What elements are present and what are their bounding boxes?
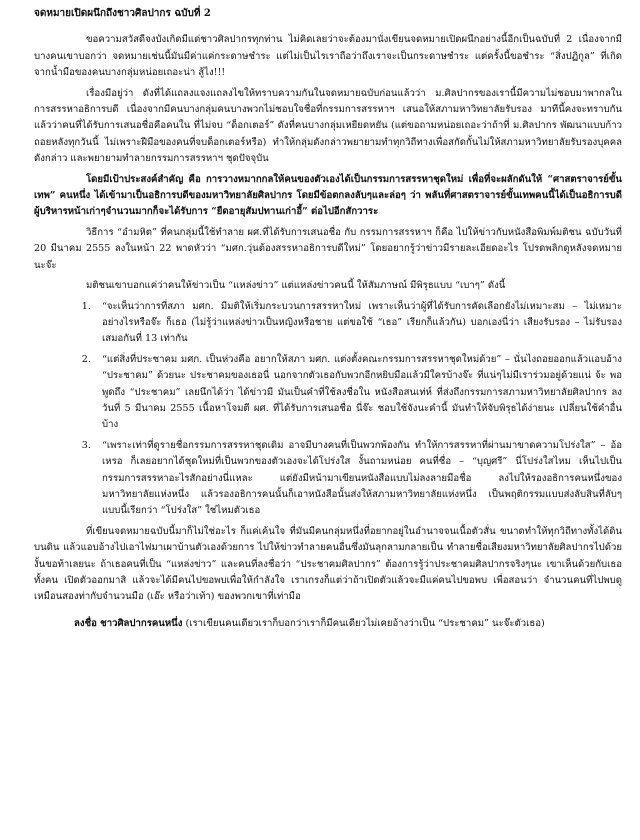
paragraph-intro: ขอความสวัสดีจงบังเกิดมีแด่ชาวศิลปากรทุกท่าน ไม่คิดเลยว่าจะต้องมานั่งเขียนจดหมายเปิดผนึกอย่างนี้อีกเป็นฉบับที่ 2 เนื่องจากมีบางคนเขาบอกว่า จดหมายเช่นนี้มันมีค่าแค่กระดาษชำระ แต่ไม่เป็นไรเราถือว่าถึงเราจะเป็นกระดาษชำระ แต่ครั้งนี้ขอชำระ “สิ่งปฏิกูล” ที่เกิดจากน้ำมือของคนบางกลุ่มหน่อยเถอะน่า สู้ไง!!! [34,34,622,79]
paragraph-method: วิธีการ “อำมหิต” ที่คนกลุ่มนี้ใช้ทำลาย ผศ.ที่ได้รับการเสนอชื่อ กับ กรรมการสรรหาฯ ก็คือ ไปให้ข่าวกับหนังสือพิมพ์มติชน ฉบับวันที่ 20 มีนาคม 2555 ลงในหน้า 22 พาดหัวว่า “มศก.วุ่นต้องสรรหาอธิการบดีใหม่” โดยอยากรู้ว่าข่าวมีรายละเอียดอะไร โปรดพลิกดูหลังจดหมายนะจ๊ะ [34,226,622,271]
paragraph-goal: โดยมีเป้าประสงค์สำคัญ คือ การวางหมากกลให้คนของตัวเองได้เป็นกรรมการสรรหาชุดใหม่ เพื่อที่จะผลักดันให้ “ศาสตราจารย์ขั้นเทพ” คนหนึ่ง ได้เข้ามาเป็นอธิการบดีของมหาวิทยาลัยศิลปากร โดยมีข้อตกลงลับๆและล่อๆ ว่า พลันที่ศาสตราจารย์ขั้นเทพคนนี้ได้เป็นอธิการบดี ผู้บริหารหน้าเก่าๆจำนวนมากก็จะได้รับการ “ยืดอายุสัมปทานเก่าอี้” ต่อไปอีกสักวาระ [34,173,622,218]
signature-label: ลงชื่อ ชาวศิลปากรคนหนึ่ง [74,617,183,629]
letter-title: จดหมายเปิดผนึกถึงชาวศิลปากร ฉบับที่ 2 [34,8,211,19]
paragraph-matichon: มติชนเขาบอกแค่ว่าคนให้ข่าวเป็น “แหล่งข่าว” แต่แหล่งข่าวคนนี้ ให้สัมภาษณ์ มีพิรุธแบบ “เบาๆ” ดังนี้ [86,280,506,292]
signature-note: (เราเขียนคนเดียวเราก็บอกว่าเราก็มีคนเดียวไม่เคยอ้างว่าเป็น “ประชาคม” นะจ๊ะตัวเธอ) [185,617,545,629]
list-item: 3. “เพราะเท่าที่ดูรายชื่อกรรมการสรรหาชุดเดิม อาจมีบางคนที่เป็นพวกพ้องกัน ทำให้การสรรหาที่ผ่านมาขาดความโปร่งใส” – อ้อ เหรอ ก็เลยอยากได้ชุดใหม่ที่เป็นพวกของตัวเองจะได้โปร่งใส งั้นถามหน่อย คนที่ชื่อ – “บุญศรี” นี่โปร่งใสไหม เห็นไปเป็นกรรมการสรรหาอะไรสักอย่างนี่แหละ แต่ยังมีหน้ามาเขียนหนังสือแบบไม่ลงลายมือชื่อ ลงไปให้รองอธิการคนหนึ่งของมหาวิทยาลัยแห่งหนึ่ง แล้วรองอธิการคนนั้นก็เอาหนังสือนั้นส่งให้สภามหาวิทยาลัยแห่งหนึ่ง เป็นพฤติกรรมแบบส่งลับสินที่ลับๆ แบบนี้เรียกว่า “โปร่งใส” ใช่ไหมตัวเธอ [94,438,622,520]
paragraph-background: เรื่องมีอยู่ว่า ดังที่ได้แถลงแจงแถลงไขให้ทราบความกันในจดหมายฉบับก่อนแล้วว่า ม.ศิลปากรของเรานี้มีความไม่ชอบมาพากลในการสรรหาอธิการบดี เนื่องจากมีคนบางกลุ่มคนบางพวกไม่ชอบใจชื่อที่กรรมการสรรหาฯ เสนอให้สภามหาวิทยาลัยรับรอง มาทีนี้คงจะทราบกันแล้วว่าคนที่ได้รับการเสนอชื่อคือคนใน ที่ไม่จบ “ด็อกเตอร์” ดังที่คนบางกลุ่มเหยียดหยัน (แต่ขอถามหน่อยเถอะว่าถ้าที่ ม.ศิลปากร พัฒนาแบบก้าวถอยหลังทุกวันนี้ ไม่เพราะฝีมือของคนที่จบด็อกเตอร์หรือ) ทำให้กลุ่มดังกล่าวพยายามทำทุกวิถีทางเพื่อสกัดกั้นไม่ให้สภามหาวิทยาลัยรับรองบุคคลดังกล่าว และพยายามทำลายกรรมการสรรหาฯ ชุดปัจจุบัน [34,87,622,165]
list-item: 2. “แต่สิ่งที่ประชาคม มศก. เป็นห่วงคือ อยากให้สภา มศก. แต่งตั้งคณะกรรมการสรรหาชุดใหม่ด้วย” – นั่นไงถอยออกแล้วแอบอ้าง “ประชาคม” ด้วยนะ ประชาคมของเธอนี่ นอกจากตัวเธอกับพวกอีกหยิบมือแล้วมีใครบ้างจ๊ะ ที่แน่ๆไม่มีเราร่วมอยู่ด้วยแน่ จ้ะ พอพูดถึง “ประชาคม” เลยนึกได้ว่า ได้ข่าวมี มันเป็นคำที่ใช้ลงชื่อใน หนังสือสนเท่ห์ ที่ส่งถึงกรรมการสภามหาวิทยาลัยศิลปากร ลงวันที่ 5 มีนาคม 2555 เนื้อหาโจมตี ผศ. ที่ได้รับการเสนอชื่อ นี่จ๊ะ ชอบใช้จังนะคำนี้ มันทำให้จับพิรุธได้ง่ายนะ เปลี่ยนใช้คำอื่นบ้าง [94,352,622,434]
signature-line [34,616,622,632]
paragraph-closing: ที่เขียนจดหมายฉบับนี้มาก็ไม่ใช่อะไร ก็แค่เค้นใจ ที่มันมีคนกลุ่มหนึ่งที่อยากอยู่ในอำนาจจนเนื้อตัวสั่น ขนาดทำให้ทุกวิถีทางทั้งได้ดิน บนดิน แล้วแอบอ้างไปเอาไฟมาเผาบ้านตัวเองด้วยการ ไปให้ข่าวทำลายคนอื่นซึ่งมันลุกลามกลายเป็น ทำลายชื่อเสียงมหาวิทยาลัยศิลปากรไปด้วย งั้นขอท้าเลยนะ ถ้าเธอคนที่เป็น “แหล่งข่าว” และคนที่ลงชื่อว่า “ประชาคมศิลปากร” ต้องการรู้ว่าประชาคมศิลปากรจริงๆนะ เขาเห็นด้วยกับเธอทั้งคน เปิดตัวออกมาสิ แล้วจะได้มีคนไปขอพบเพื่อให้กำลังใจ เราเกรงก็แต่ว่าถ้าเปิดตัวแล้วจะมีแค่คนไปขอพบ เพื่อสอนว่า จำนวนคนที่ไปพบดูเหมือนสองท่ากับจำนวนมือ (เอ๊ะ หรือว่าเท้า) ของพวกเขาที่เท่ามือ [34,525,622,603]
numbered-list [34,299,622,520]
list-item: 1. “จะเห็นว่าการที่สภา มศก. มีมติให้เริ่มกระบวนการสรรหาใหม่ เพราะเห็นว่าผู้ที่ได้รับการคัดเลือกยังไม่เหมาะสม – ไม่เหมาะอย่างไรหรือจ๊ะ ก็เธอ (ไม่รู้ว่าแหล่งข่าวเป็นหญิงหรือชาย แต่ขอใช้ “เธอ” เรียกก็แล้วกัน) บอกเองนี่ว่า เสียงรับรอง – ไม่รับรองเสมอกันที่ 13 เท่ากัน [94,299,622,348]
